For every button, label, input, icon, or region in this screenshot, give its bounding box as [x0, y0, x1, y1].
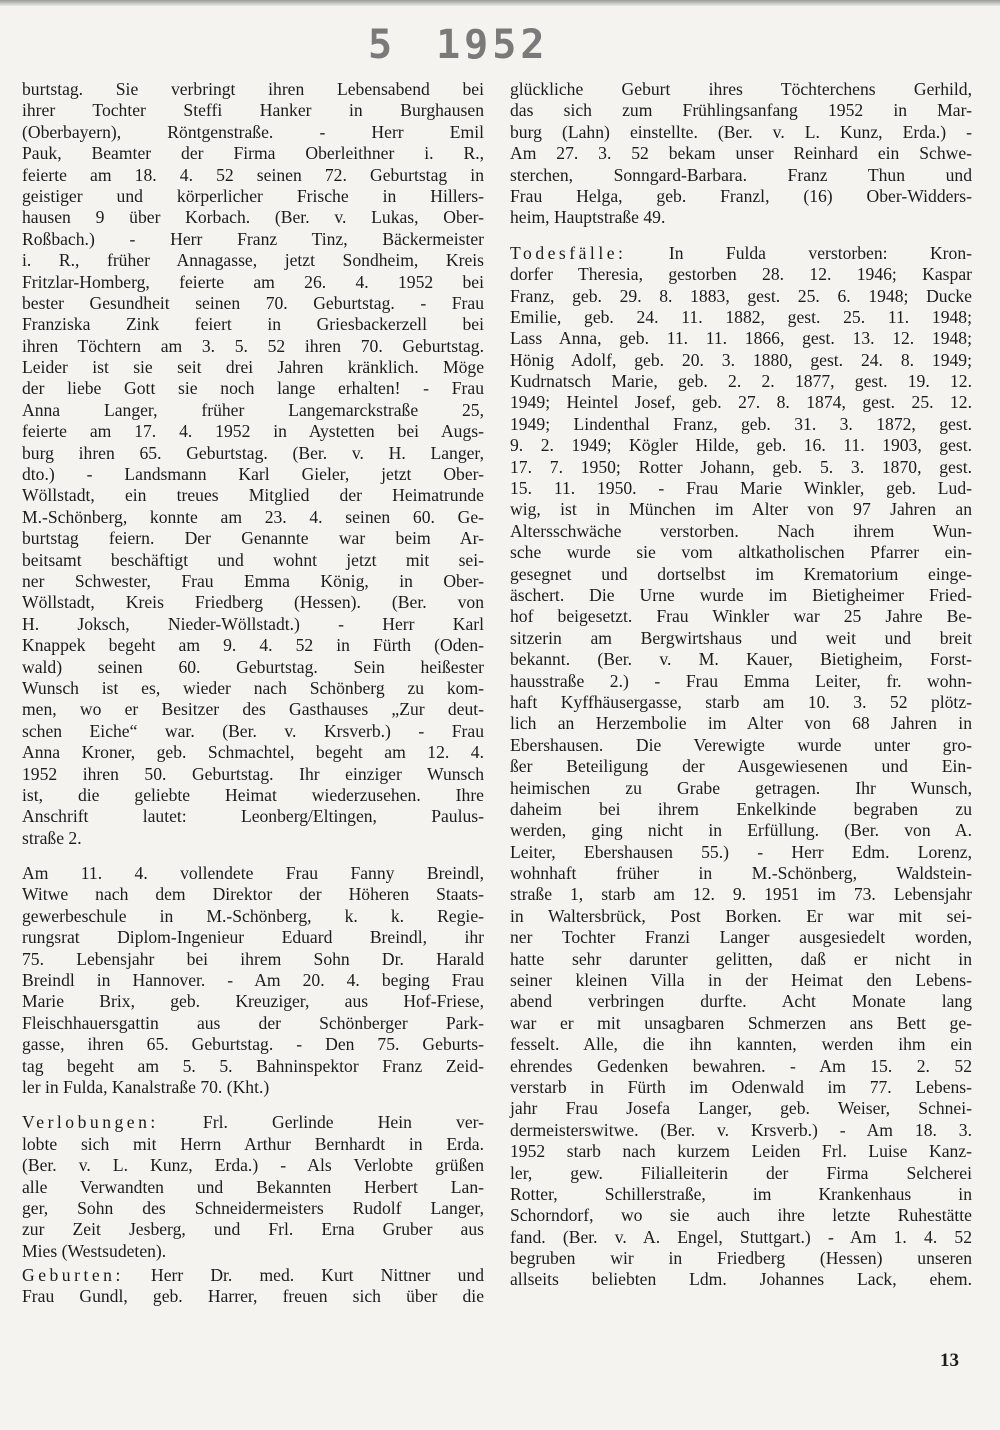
line-text: burtstag. Sie verbringt ihren Lebensabend bei [22, 79, 484, 99]
line-text: 1952 starb nach kurzem Leiden Frl. Luise Kanz- [510, 1141, 972, 1162]
line-text: fand. (Ber. v. A. Engel, Stuttgart.) - Am 1. 4. 52 [510, 1226, 972, 1247]
line-text: Emilie, geb. 24. 11. 1882, gest. 25. 11. 1948; [510, 306, 972, 327]
line-text: beitsamt beschäftigt und wohnt jetzt mit sei- [22, 549, 484, 570]
line-text: burg ihren 65. Geburtstag. (Ber. v. H. Langer, [22, 442, 484, 463]
line-text: Lass Anna, geb. 11. 11. 1866, gest. 13. 12. 1948; [510, 328, 972, 349]
text-line [22, 421, 484, 442]
paragraph [22, 1265, 484, 1308]
line-text: 15. 11. 1950. - Frau Marie Winkler, geb. Lud- [510, 478, 972, 499]
text-line [22, 1155, 484, 1176]
text-line [22, 863, 484, 884]
text-line [22, 906, 484, 927]
text-line [22, 571, 484, 592]
text-line [510, 778, 972, 799]
paragraph [22, 1112, 484, 1262]
line-text: Knappek begeht am 9. 4. 52 in Fürth (Oden- [22, 635, 484, 656]
line-text: Wöllstadt, ein treues Mitglied der Heimatrunde [22, 485, 484, 506]
line-text: daheim bei ihrem Enkelkinde begraben zu [510, 798, 972, 819]
text-line [22, 550, 484, 571]
line-text: wig, ist in München im Alter von 97 Jahren an [510, 499, 972, 520]
text-line [22, 699, 484, 720]
line-text: Frau Helga, geb. Franzl, (16) Ober-Widders- [510, 185, 972, 206]
text-line [510, 371, 972, 392]
text-line [510, 756, 972, 777]
text-line [22, 970, 484, 991]
line-text: Anschrift lautet: Leonberg/Eltingen, Paulus- [22, 806, 484, 827]
text-line [22, 293, 484, 314]
line-text: Am 11. 4. vollendete Frau Fanny Breindl, [22, 863, 484, 884]
text-line [22, 991, 484, 1012]
line-text: hatte sehr darunter gelitten, daß er nicht in [510, 948, 972, 969]
line-text: Herr Dr. med. Kurt Nittner und [123, 1265, 484, 1286]
text-line [510, 628, 972, 649]
text-line [22, 229, 484, 250]
line-text: verstarb in Fürth im Odenwald im 77. Lebens- [510, 1076, 972, 1097]
text-line [510, 1120, 972, 1141]
line-text: allseits beliebten Ldm. Johannes Lack, ehem. [510, 1269, 972, 1290]
text-line [510, 307, 972, 328]
text-line [510, 286, 972, 307]
text-line [510, 820, 972, 841]
line-text: M.-Schönberg, konnte am 23. 4. seinen 60. Ge- [22, 506, 484, 527]
line-text: gesegnet und dortselbst im Krematorium einge- [510, 563, 972, 584]
line-text: In Fulda verstorben: Kron- [626, 242, 972, 263]
text-line [510, 1248, 972, 1269]
text-line [22, 165, 484, 186]
line-text: feierte am 18. 4. 52 seinen 72. Geburtstag in [22, 164, 484, 185]
text-line [510, 1184, 972, 1205]
text-line [510, 1098, 972, 1119]
text-line [22, 1198, 484, 1219]
line-text: dto.) - Landsmann Karl Gieler, jetzt Ober- [22, 464, 484, 485]
line-text: 17. 7. 1950; Rotter Johann, geb. 5. 3. 1870, gest. [510, 456, 972, 477]
left-column [22, 79, 484, 1322]
text-line [22, 528, 484, 549]
line-text: straße 2. [22, 827, 82, 848]
text-line [510, 1163, 972, 1184]
text-line [22, 1013, 484, 1034]
line-text: begruben wir in Friedberg (Hessen) unseren [510, 1248, 972, 1269]
paragraph [510, 243, 972, 1291]
paragraph [22, 79, 484, 849]
text-line [510, 1056, 972, 1077]
text-line [22, 742, 484, 763]
text-line [22, 1034, 484, 1055]
line-text: Anna Kroner, geb. Schmachtel, begeht am 12. 4. [22, 742, 484, 763]
issue-number: 5 [368, 22, 397, 68]
text-line [510, 122, 972, 143]
line-text: Anna Langer, früher Langemarckstraße 25, [22, 399, 484, 420]
line-text: alle Verwandten und Bekannten Herbert Lan- [22, 1176, 484, 1197]
line-text: Ebershausen. Die Verewigte wurde unter gro- [510, 734, 972, 755]
line-text: bester Gesundheit seinen 70. Geburtstag. - Frau [22, 292, 484, 313]
line-text: zur Zeit Jesberg, und Frl. Erna Gruber aus [22, 1219, 484, 1240]
line-text: werden, ging nicht in Erfüllung. (Ber. von A. [510, 820, 972, 841]
line-text: sterchen, Sonngard-Barbara. Franz Thun und [510, 164, 972, 185]
text-line [22, 100, 484, 121]
text-line [510, 392, 972, 413]
text-line [22, 635, 484, 656]
text-line [510, 165, 972, 186]
text-line [22, 592, 484, 613]
text-line [22, 721, 484, 742]
paragraph [510, 79, 972, 229]
line-text: hof beigesetzt. Frau Winkler war 25 Jahre Be- [510, 606, 972, 627]
line-text: heim, Hauptstraße 49. [510, 207, 666, 228]
text-line [510, 435, 972, 456]
text-line [22, 378, 484, 399]
line-text: wohnhaft früher in M.-Schönberg, Waldstein- [510, 863, 972, 884]
text-line [22, 507, 484, 528]
text-line [510, 264, 972, 285]
line-text: 1949; Lindenthal Franz, geb. 31. 3. 1872, gest. [510, 413, 972, 434]
line-text: ler, gew. Filialleiterin der Firma Selcherei [510, 1162, 972, 1183]
line-text: ger, Sohn des Schneidermeisters Rudolf Langer, [22, 1197, 484, 1218]
line-text: Fleischhauersgattin aus der Schönberger Park- [22, 1012, 484, 1033]
text-line [22, 884, 484, 905]
text-line [22, 207, 484, 228]
line-text: sitzerin am Bergwirtshaus und weit und breit [510, 627, 972, 648]
line-text: Roßbach.) - Herr Franz Tinz, Bäckermeister [22, 228, 484, 249]
line-text: Pauk, Beamter der Firma Oberleithner i. R., [22, 143, 484, 164]
text-line [22, 678, 484, 699]
line-text: ner Tochter Franzi Langer ausgesiedelt worden, [510, 927, 972, 948]
text-line [22, 485, 484, 506]
line-text: heimischen zu Grabe getragen. Ihr Wunsch, [510, 777, 972, 798]
text-line [510, 350, 972, 371]
text-line [510, 585, 972, 606]
line-text: Hönig Adolf, geb. 20. 3. 1880, gest. 24. 8. 1949; [510, 349, 972, 370]
text-line [510, 970, 972, 991]
right-column [510, 79, 972, 1305]
section-lead: Todesfälle: [510, 242, 627, 263]
line-text: Wöllstadt, Kreis Friedberg (Hessen). (Ber. von [22, 592, 484, 613]
line-text: hausstraße 2.) - Frau Emma Leiter, fr. wohn- [510, 670, 972, 691]
text-line [22, 1056, 484, 1077]
text-line [510, 1034, 972, 1055]
line-text: (Ber. v. L. Kunz, Erda.) - Als Verlobte grüßen [22, 1155, 484, 1176]
text-line [510, 949, 972, 970]
text-line [22, 657, 484, 678]
line-text: haft Kyffhäusergasse, starb am 10. 3. 52 plötz- [510, 691, 972, 712]
line-text: sche wurde sie vom altkatholischen Pfarrer ein- [510, 542, 972, 563]
text-line [22, 1177, 484, 1198]
text-line [22, 1077, 484, 1098]
line-text: Leiter, Ebershausen 55.) - Herr Edm. Lorenz, [510, 841, 972, 862]
text-line [510, 542, 972, 563]
text-line [22, 806, 484, 827]
text-line [22, 314, 484, 335]
line-text: abend verbringen durfte. Acht Monate lang [510, 991, 972, 1012]
line-text: 1952 ihren 50. Geburtstag. Ihr einziger Wunsch [22, 763, 484, 784]
text-line [510, 991, 972, 1012]
text-line [22, 1286, 484, 1307]
line-text: ehrendes Gedenken bewahren. - Am 15. 2. 52 [510, 1055, 972, 1076]
line-text: lobte sich mit Herrn Arthur Bernhardt in Erda. [22, 1133, 484, 1154]
text-line [510, 713, 972, 734]
line-text: Leider ist sie seit drei Jahren kränklich. Möge [22, 357, 484, 378]
line-text: ler in Fulda, Kanalstraße 70. (Kht.) [22, 1076, 270, 1097]
text-line [510, 906, 972, 927]
line-text: Frl. Gerlinde Hein ver- [158, 1112, 484, 1133]
line-text: Kudrnatsch Marie, geb. 2. 2. 1877, gest. 19. 12. [510, 371, 972, 392]
text-line [510, 143, 972, 164]
text-line [22, 186, 484, 207]
text-line [510, 1141, 972, 1162]
text-line [510, 79, 972, 100]
text-line [22, 1241, 484, 1262]
line-text: dorfer Theresia, gestorben 28. 12. 1946; Kaspar [510, 264, 972, 285]
line-text: ihren Töchtern am 3. 5. 52 ihren 70. Geburtstag. [22, 335, 484, 356]
line-text: Marie Brix, geb. Kreuziger, aus Hof-Friese, [22, 991, 484, 1012]
text-line [510, 884, 972, 905]
text-line [510, 328, 972, 349]
text-line [510, 799, 972, 820]
text-line [510, 478, 972, 499]
text-line [510, 564, 972, 585]
text-line [22, 949, 484, 970]
text-line [22, 614, 484, 635]
text-line [22, 828, 484, 849]
text-line [510, 414, 972, 435]
line-text: Wunsch ist es, wieder nach Schönberg zu kom- [22, 677, 484, 698]
line-text: gewerbeschule in M.-Schönberg, k. k. Regie- [22, 905, 484, 926]
text-line [510, 499, 972, 520]
text-line [510, 692, 972, 713]
text-line [22, 1265, 484, 1286]
line-text: Breindl in Hannover. - Am 20. 4. beging Frau [22, 970, 484, 991]
line-text: (Oberbayern), Röntgenstraße. - Herr Emil [22, 121, 484, 142]
text-line [510, 1227, 972, 1248]
text-line [510, 1269, 972, 1290]
page-number: 13 [940, 1350, 959, 1371]
text-line [22, 764, 484, 785]
line-text: Rotter, Schillerstraße, im Krankenhaus in [510, 1183, 972, 1204]
line-text: geistiger und körperlicher Frische in Hillers- [22, 185, 484, 206]
issue-year: 1952 [436, 22, 549, 68]
line-text: Franz, geb. 29. 8. 1883, gest. 25. 6. 1948; Ducke [510, 285, 972, 306]
text-line [22, 336, 484, 357]
line-text: Altersschwäche verstorben. Nach ihrem Wun- [510, 520, 972, 541]
text-line [510, 649, 972, 670]
line-text: 1949; Heintel Josef, geb. 27. 8. 1874, gest. 25. 12. [510, 392, 972, 413]
line-text: burtstag feiern. Der Genannte war beim Ar- [22, 528, 484, 549]
line-text: Am 27. 3. 52 bekam unser Reinhard ein Schwe- [510, 143, 972, 164]
line-text: ner Schwester, Frau Emma König, in Ober- [22, 570, 484, 591]
text-line [510, 1077, 972, 1098]
line-text: bekannt. (Ber. v. M. Kauer, Bietigheim, Forst- [510, 649, 972, 670]
text-line [22, 927, 484, 948]
text-line [22, 464, 484, 485]
line-text: fesselt. Alle, die ihn kannten, werden ihm ein [510, 1034, 972, 1055]
text-line [510, 100, 972, 121]
line-text: schen Eiche“ war. (Ber. v. Krsverb.) - Frau [22, 720, 484, 741]
line-text: Schorndorf, wo sie auch ihre letzte Ruhestätte [510, 1205, 972, 1226]
line-text: das sich zum Frühlingsanfang 1952 in Mar- [510, 100, 972, 121]
line-text: Witwe nach dem Direktor der Höheren Staats- [22, 884, 484, 905]
issue-stamp [368, 22, 548, 68]
line-text: tag begeht am 5. 5. Bahninspektor Franz Zeid- [22, 1055, 484, 1076]
page-top-edge [0, 0, 1000, 6]
line-text: äschert. Die Urne wurde im Bietigheimer Fried- [510, 584, 972, 605]
text-line [510, 863, 972, 884]
line-text: war er mit unsagbaren Schmerzen ans Bett ge- [510, 1012, 972, 1033]
text-line [510, 243, 972, 264]
line-text: seiner kleinen Villa in der Heimat den Lebens- [510, 970, 972, 991]
line-text: 75. Lebensjahr bei ihrem Sohn Dr. Harald [22, 948, 484, 969]
text-line [510, 457, 972, 478]
section-lead: Verlobungen: [22, 1112, 159, 1133]
line-text: gasse, ihren 65. Geburtstag. - Den 75. Geburts- [22, 1034, 484, 1055]
line-text: feierte am 17. 4. 1952 in Aystetten bei Augs- [22, 421, 484, 442]
text-line [510, 1205, 972, 1226]
section-lead: Geburten: [22, 1265, 124, 1286]
text-line [510, 521, 972, 542]
text-line [22, 250, 484, 271]
text-line [22, 443, 484, 464]
line-text: burg (Lahn) einstellte. (Ber. v. L. Kunz, Erda.) - [510, 121, 972, 142]
text-line [510, 735, 972, 756]
text-line [510, 671, 972, 692]
line-text: 9. 2. 1949; Kögler Hilde, geb. 16. 11. 1903, gest. [510, 435, 972, 456]
paragraph [22, 863, 484, 1098]
line-text: Frau Gundl, geb. Harrer, freuen sich über die [22, 1286, 484, 1307]
text-line [510, 927, 972, 948]
text-line [22, 1112, 484, 1133]
line-text: straße 1, starb am 12. 9. 1951 im 73. Lebensjahr [510, 884, 972, 905]
line-text: i. R., früher Annagasse, jetzt Sondheim, Kreis [22, 250, 484, 271]
line-text: lich an Herzembolie im Alter von 68 Jahren in [510, 713, 972, 734]
text-line [22, 272, 484, 293]
text-line [22, 785, 484, 806]
line-text: H. Joksch, Nieder-Wöllstadt.) - Herr Karl [22, 613, 484, 634]
line-text: Franziska Zink feiert in Griesbackerzell bei [22, 314, 484, 335]
text-line [510, 606, 972, 627]
text-line [510, 207, 972, 228]
line-text: der liebe Gott sie noch lange erhalten! - Frau [22, 378, 484, 399]
text-line [22, 357, 484, 378]
text-line [22, 143, 484, 164]
line-text: rungsrat Diplom-Ingenieur Eduard Breindl, ihr [22, 927, 484, 948]
line-text: ßer Beteiligung der Ausgewiesenen und Ein- [510, 756, 972, 777]
line-text: hausen 9 über Korbach. (Ber. v. Lukas, Ober- [22, 207, 484, 228]
text-line [22, 122, 484, 143]
line-text: wald) seinen 60. Geburtstag. Sein heißester [22, 656, 484, 677]
text-line [22, 79, 484, 100]
line-text: Fritzlar-Homberg, feierte am 26. 4. 1952 bei [22, 271, 484, 292]
text-line [22, 1219, 484, 1240]
line-text: glückliche Geburt ihres Töchterchens Gerhild, [510, 79, 972, 99]
text-line [510, 1013, 972, 1034]
text-line [510, 186, 972, 207]
line-text: Mies (Westsudeten). [22, 1240, 167, 1261]
text-line [22, 1134, 484, 1155]
text-line [22, 400, 484, 421]
text-line [510, 842, 972, 863]
line-text: jahr Frau Josefa Langer, geb. Weiser, Schnei- [510, 1098, 972, 1119]
line-text: ihrer Tochter Steffi Hanker in Burghausen [22, 100, 484, 121]
line-text: ist, die geliebte Heimat wiederzusehen. Ihre [22, 784, 484, 805]
line-text: men, wo er Besitzer des Gasthauses „Zur deut- [22, 699, 484, 720]
line-text: dermeisterswitwe. (Ber. v. Krsverb.) - Am 18. 3. [510, 1119, 972, 1140]
line-text: in Waltersbrück, Post Borken. Er war mit sei- [510, 905, 972, 926]
